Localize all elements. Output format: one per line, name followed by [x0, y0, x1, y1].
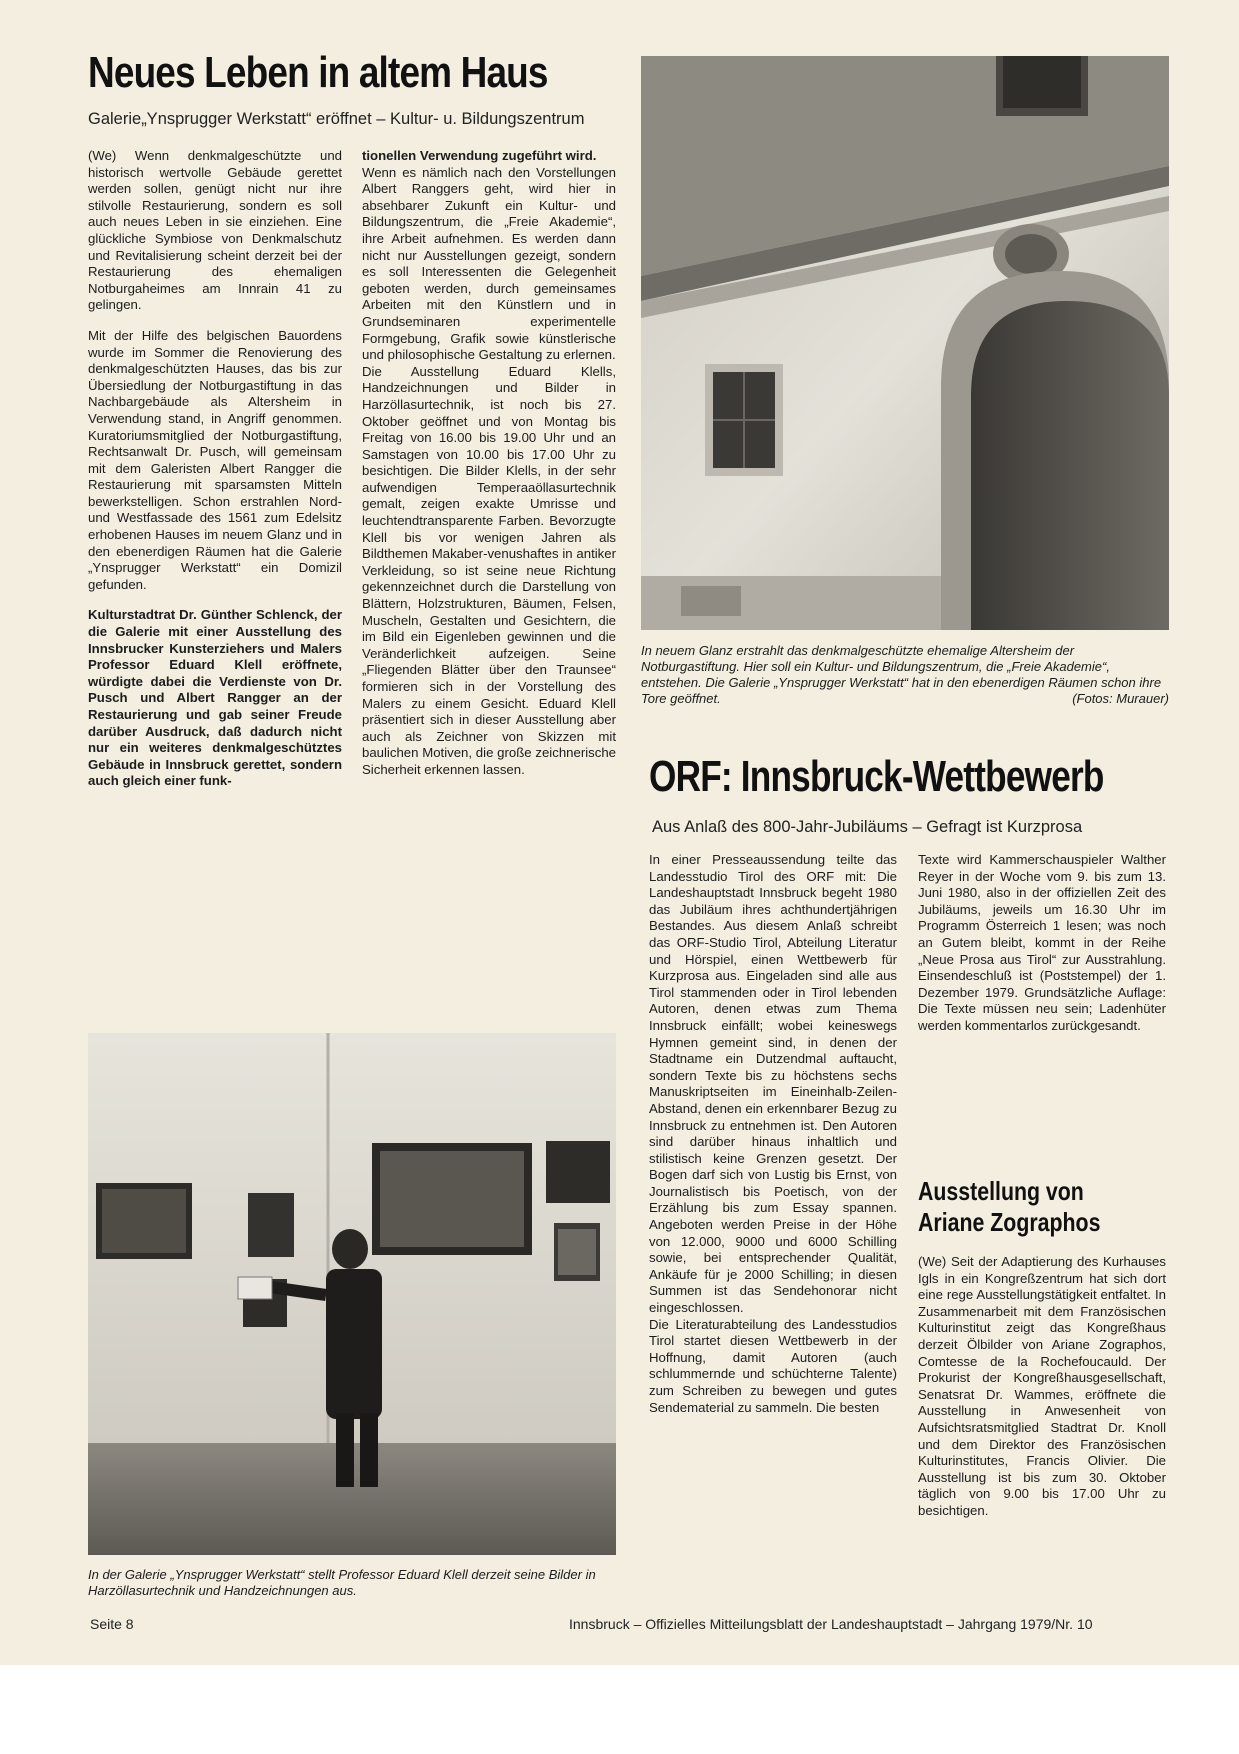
building-photo-caption	[641, 643, 1169, 707]
article1-subheadline: Galerie„Ynsprugger Werkstatt“ eröffnet – Kultur- u. Bildungszentrum	[88, 110, 585, 128]
gallery-photo-image	[88, 1033, 616, 1555]
article3-body: (We) Seit der Adaptierung des Kurhauses Igls in ein Kongreßzentrum hat sich dort eine rege Ausstellungstätigkeit entfaltet. In Zusammenarbeit mit dem Französischen Kulturinstitut zeigt das Kongreßhaus derzeit Ölbilder von Ariane Zographos, Comtesse de la Rochefoucauld. Der Prokurist der Kongreßhausgesellschaft, Senatsrat Dr. Wammes, eröffnete die Ausstellung in Anwesenheit von Aufsichtsratsmitglied Stadtrat Dr. Knoll und dem Direktor des Französischen Kulturinstitutes, Francis Olivier. Die Ausstellung ist bis zum 30. Oktober täglich von 9.00 bis 17.00 Uhr zu besichtigen.	[918, 1254, 1166, 1518]
article3-headline-line1: Ausstellung von	[918, 1176, 1084, 1206]
article2-column1	[649, 852, 897, 1416]
article1-col2-lead: tionellen Verwendung zugeführt wird.	[362, 148, 597, 163]
building-photo-image	[641, 56, 1169, 630]
article1-column1	[88, 148, 342, 790]
article1-column2	[362, 148, 616, 779]
article2-col1-paragraph2: Die Literaturabteilung des Landesstudios Tirol startet diesen Wettbewerb in der Hoffnung, damit Autoren (auch schlummernde und schüchterne Talente) zum Schreiben zu bewegen und gutes Sendematerial zu sammeln. Die besten	[649, 1316, 897, 1415]
article1-col2-paragraph2: Die Ausstellung Eduard Klells, Handzeichnungen und Bilder in Harzöllasurtechnik, ist noch bis 27. Oktober geöffnet und von Montag bis Freitag von 16.00 bis 19.00 Uhr und an Samstagen von 10.00 bis 17.00 Uhr zu besichtigen. Die Bilder Klells, in der sehr aufwendigen Temperaaöllasurtechnik gemalt, zeigen exakte Umrisse und leuchtendtransparente Farben. Bevorzugte Klell bis vor wenigen Jahren als Bildthemen Makaber-venushaftes in antiker Verkleidung, so ist seine neue Richtung gekennzeichnet durch die Darstellung von Blättern, Holzstrukturen, Bäumen, Felsen, Muscheln, Gestalten und Gesichtern, die im Bild ein Eigenleben gewinnen und die Veränderlichkeit aufzeigen. Seine „Fliegenden Blätter über den Traunsee“ formieren sich in der Vorstellung des Malers zu einem Gesicht. Eduard Klell präsentiert sich in dieser Ausstellung aber auch als Zeichner von Skizzen mit baulichen Motiven, die große zeichnerische Sicherheit erkennen lassen.	[362, 363, 616, 777]
article2-column2	[918, 852, 1166, 1035]
article1-headline: Neues Leben in altem Haus	[88, 48, 548, 97]
article3-headline-line2: Ariane Zographos	[918, 1207, 1101, 1237]
photo-credit: (Fotos: Murauer)	[1072, 691, 1169, 706]
gallery-photo	[88, 1033, 616, 1555]
article2-col2-paragraph: Texte wird Kammerschauspieler Walther Reyer in der Woche vom 9. bis zum 13. Juni 1980, also in der offiziellen Zeit des Jubiläums, jeweils um 16.30 Uhr im Programm Österreich 1 lesen; was noch an Gutem bleibt, kommt in der Reihe „Neue Prosa aus Tirol“ zur Ausstrahlung. Einsendeschluß ist (Poststempel) der 1. Dezember 1979. Grundsätzliche Auflage: Die Texte müssen neu sein; Ladenhüter werden kommentarlos zurückgesandt.	[918, 852, 1166, 1033]
page-number: Seite 8	[90, 1616, 134, 1632]
building-caption-text: In neuem Glanz erstrahlt das denkmalgeschützte ehemalige Altersheim der Notburgastiftung. Hier soll ein Kultur- und Bildungszentrum, die „Freie Akademie“, entstehen. Die Galerie „Ynsprugger Werkstatt“ hat in den ebenerdigen Räumen schon ihre Tore geöffnet.	[641, 643, 1162, 706]
article1-col1-paragraph3: Kulturstadtrat Dr. Günther Schlenck, der die Galerie mit einer Ausstellung des Innsbrucker Kunsterziehers und Malers Professor Eduard Klell eröffnete, würdigte dabei die Verdienste von Dr. Pusch und Albert Rangger an der Restaurierung und gab seiner Freude darüber Ausdruck, daß dadurch nicht nur ein weiteres denkmalgeschütztes Gebäude in Innsbruck gerettet, sondern auch gleich einer funk-	[88, 607, 342, 789]
article1-col2-paragraph1: Wenn es nämlich nach den Vorstellungen Albert Ranggers geht, wird hier in absehbarer Zukunft ein Kultur- und Bildungszentrum, die „Freie Akademie“, ihre Arbeit aufnehmen. Es werden dann nicht nur Ausstellungen gezeigt, sondern es soll Interessenten die Gelegenheit geboten werden, durch gemeinsames Arbeiten mit den Künstlern und in Grundseminaren experimentelle Formgebung, Grafik sowie künstlerische und philosophische Gestaltung zu erlernen.	[362, 164, 616, 363]
gallery-photo-caption: In der Galerie „Ynsprugger Werkstatt“ stellt Professor Eduard Klell derzeit seine Bilder in Harzöllasurtechnik und Handzeichnungen aus.	[88, 1567, 596, 1598]
publication-line: Innsbruck – Offizielles Mitteilungsblatt der Landeshauptstadt – Jahrgang 1979/Nr. 10	[569, 1616, 1093, 1632]
article1-col1-paragraph1: (We) Wenn denkmalgeschützte und historisch wertvolle Gebäude gerettet werden sollen, genügt nicht nur ihre stilvolle Restaurierung, sondern es soll auch neues Leben in sie einziehen. Eine glückliche Symbiose von Denkmalschutz und Revitalisierung scheint derzeit bei der Restaurierung des ehemaligen Notburgaheimes am Innrain 41 zu gelingen.	[88, 148, 342, 313]
article2-headline: ORF: Innsbruck-Wettbewerb	[649, 752, 1104, 801]
building-photo	[641, 56, 1169, 630]
article1-col1-paragraph2: Mit der Hilfe des belgischen Bauordens wurde im Sommer die Renovierung des denkmalgeschützten Hauses, das bis zur Übersiedlung der Notburgastiftung in das Nachbargebäude als Altersheim in Verwendung stand, in Angriff genommen. Kuratoriumsmitglied der Notburgastiftung, Rechtsanwalt Dr. Pusch, will gemeinsam mit dem Galeristen Albert Rangger die Restaurierung mit sparsamsten Mitteln bewerkstelligen. Schon erstrahlen Nord- und Westfassade des 1561 zum Edelsitz erhobenen Hauses im neuem Glanz und in den ebenerdigen Räumen hat die Galerie „Ynsprugger Werkstatt“ ein Domizil gefunden.	[88, 327, 342, 592]
article2-subheadline: Aus Anlaß des 800-Jahr-Jubiläums – Gefragt ist Kurzprosa	[652, 818, 1083, 836]
article2-col1-paragraph1: In einer Presseaussendung teilte das Landesstudio Tirol des ORF mit: Die Landeshauptstadt Innsbruck begeht 1980 das Jubiläum ihres achthundertjährigen Bestandes. Aus diesem Anlaß schreibt das ORF-Studio Tirol, Abteilung Literatur und Hörspiel, einen Wettbewerb für Kurzprosa aus. Eingeladen sind alle aus Tirol stammenden oder in Tirol lebenden Autoren, denen etwas zum Thema Innsbruck einfällt; wobei keineswegs Hymnen gemeint sind, in denen der Stadtname ein Dutzendmal auftaucht, sondern Texte bis zu höchstens sechs Manuskriptseiten im Eineinhalb-Zeilen-Abstand, denen ein erkennbarer Bezug zu Innsbruck zu entnehmen ist. Den Autoren sind darüber hinaus inhaltlich und stilistisch keine Grenzen gesetzt. Der Bogen darf sich von Lustig bis Ernst, von Journalistisch bis Poetisch, von der Erzählung bis zum Essay spannen. Angeboten werden Preise in der Höhe von 12.000, 9000 und 6000 Schilling sowie, bei entsprechender Qualität, Ankäufe für je 2000 Schilling; in diesen Summen ist das Sendehonorar nicht eingeschlossen.	[649, 852, 897, 1316]
article3-headline	[918, 1176, 1100, 1238]
